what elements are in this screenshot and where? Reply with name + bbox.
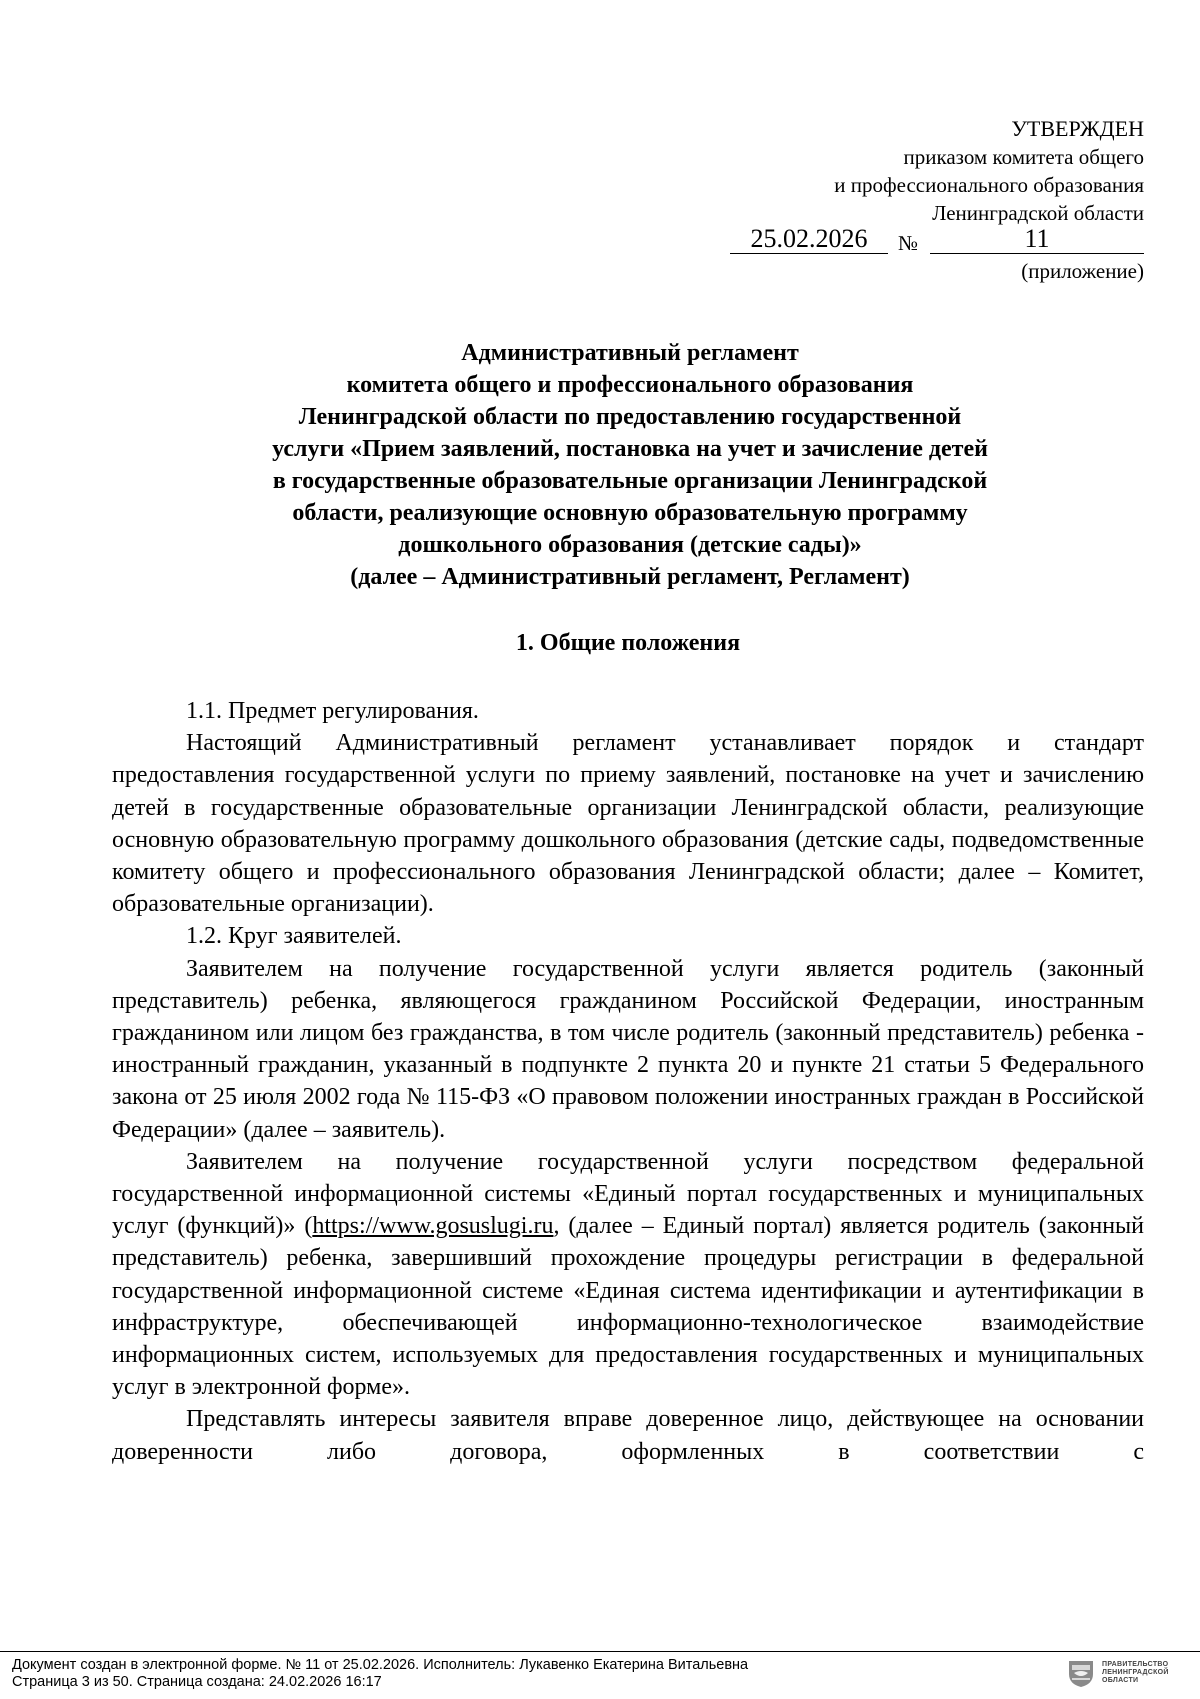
paragraph-representative: Представлять интересы заявителя вправе доверенное лицо, действующее на основании доверенности либо договора, оформленных в соответствии с — [112, 1406, 1144, 1465]
paragraph-applicants: 1.2. Круг заявителей. — [186, 923, 402, 950]
paragraph-subject: 1.1. Предмет регулирования. — [186, 698, 479, 724]
document-title — [140, 337, 1120, 593]
title-line: области, реализующие основную образовательную программу — [292, 500, 968, 526]
title-line: (далее – Административный регламент, Регламент) — [350, 564, 910, 590]
logo-text-line: ПРАВИТЕЛЬСТВО — [1102, 1661, 1169, 1668]
government-logo — [1066, 1658, 1169, 1688]
title-line: Административный регламент — [461, 340, 799, 366]
footer-line-2: Страница 3 из 50. Страница создана: 24.02.2026 16:17 — [12, 1674, 382, 1690]
paragraph-portal-text-before: Заявителем на получение государственной услуги посредством федеральной государственной информационной системы «Единый портал государственных и муниципальных услуг (функций)» ( — [112, 1148, 1144, 1240]
approval-line-3: Ленинградской области — [932, 201, 1144, 225]
title-line: услуги «Прием заявлений, постановка на учет и зачисление детей — [272, 436, 988, 462]
approval-annex: (приложение) — [1021, 259, 1144, 283]
approval-number-sign: № — [898, 231, 919, 255]
document-body — [112, 695, 1144, 1468]
paragraph-subject-text: Настоящий Административный регламент устанавливает порядок и стандарт предоставления государственной услуги по приему заявлений, постановке на учет и зачислению детей в государственные образовательные организации Ленинградской области, реализующие основную образовательную программу дошкольного образования (детские сады, подведомственные комитету общего и профессионального образования Ленинградской области; далее – Комитет, образовательные организации). — [112, 730, 1144, 918]
paragraph-portal — [112, 1146, 1144, 1404]
approval-line-2: и профессионального образования — [834, 173, 1144, 197]
title-line: в государственные образовательные организации Ленинградской — [272, 468, 988, 494]
approval-line-1: приказом комитета общего — [903, 145, 1144, 169]
paragraph-applicants-text: Заявителем на получение государственной услуги является родитель (законный представитель) ребенка, являющегося гражданином Российской Федерации, иностранным гражданином или лицом без гражданства, в том числе родитель (законный представитель) ребенка - иностранный гражданин, указанный в подпункте 2 пункта 20 и пункте 21 статьи 5 Федерального закона от 25 июля 2002 года № 115-ФЗ «О правовом положении иностранных граждан в Российской Федерации» (далее – заявитель). — [112, 955, 1144, 1143]
page-footer — [0, 1651, 1200, 1699]
approval-heading: УТВЕРЖДЕН — [1011, 116, 1144, 141]
footer-text — [12, 1657, 748, 1691]
section-title: 1. Общие положения — [515, 630, 741, 656]
paragraph-portal-text-after: , (далее – Единый портал) является родитель (законный представитель) ребенка, завершивший прохождение процедуры регистрации в федеральной государственной информационной системе «Единая система идентификации и аутентификации в инфраструктуре, обеспечивающей информационно-технологическое взаимодействие информационных систем, используемых для предоставления государственных и муниципальных услуг в электронной форме». — [112, 1213, 1144, 1401]
logo-text — [1102, 1661, 1169, 1685]
approval-date: 25.02.2026 — [730, 225, 888, 254]
approval-number: 11 — [930, 225, 1144, 254]
footer-line-1: Документ создан в электронной форме. № 11 от 25.02.2026. Исполнитель: Лукавенко Екатерина Витальевна — [12, 1657, 749, 1673]
logo-text-line: ОБЛАСТИ — [1102, 1677, 1139, 1684]
approval-block — [724, 115, 1144, 285]
title-line: комитета общего и профессионального образования — [346, 372, 914, 398]
title-line: дошкольного образования (детские сады)» — [398, 532, 862, 558]
coat-of-arms-icon — [1066, 1658, 1096, 1688]
title-line: Ленинградской области по предоставлению государственной — [298, 404, 962, 430]
approval-date-number-line — [724, 225, 1144, 257]
logo-text-line: ЛЕНИНГРАДСКОЙ — [1102, 1669, 1169, 1676]
gosuslugi-link[interactable]: https://www.gosuslugi.ru — [312, 1213, 554, 1240]
